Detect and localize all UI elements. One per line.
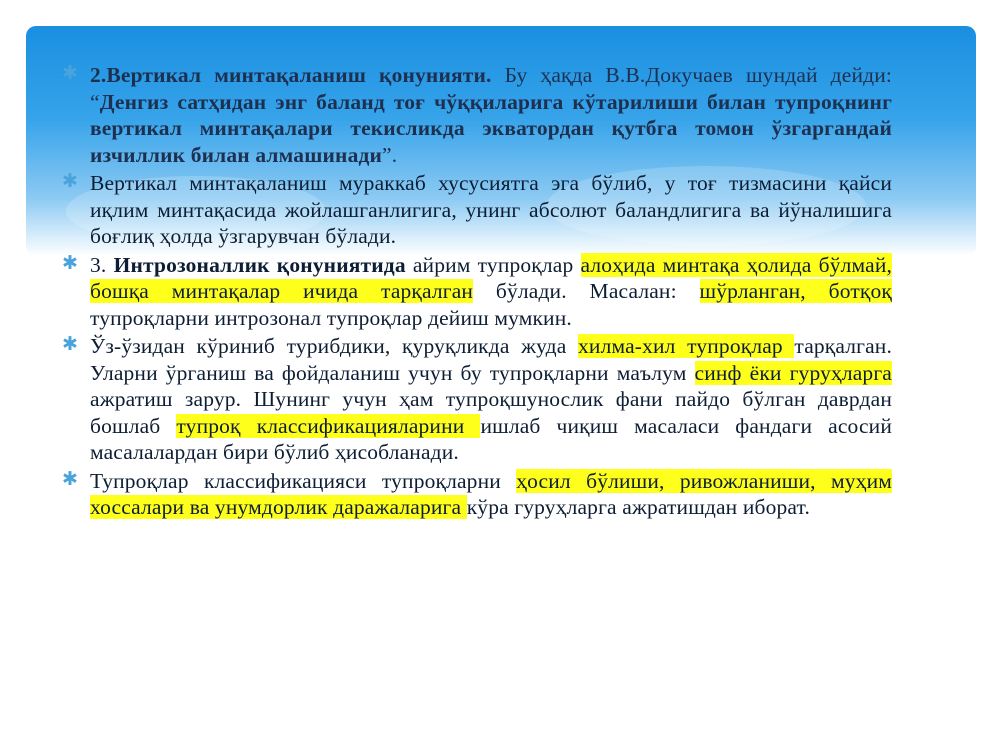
star-icon: ✱ <box>62 468 79 490</box>
star-icon: ✱ <box>62 334 79 355</box>
text-normal: тупроқларни интрозонал тупроқлар дейиш мумкин. <box>90 305 572 330</box>
star-icon: ✱ <box>62 252 79 274</box>
text-normal: кўра гуруҳларга ажратишдан иборат. <box>466 495 810 519</box>
star-icon: ✱ <box>62 171 79 192</box>
star-icon: ✱ <box>62 63 79 84</box>
text-bold: 2.Вертикал минтақаланиш қонунияти. <box>90 63 492 87</box>
text-highlight: синф ёки гуруҳларга <box>694 360 892 385</box>
text-bold: Интрозоналлик қонуниятида <box>113 252 406 277</box>
text-highlight: тупроқ классификацияларини <box>176 413 481 438</box>
text-normal: Вертикал минтақаланиш мураккаб хусусиятга эга бўлиб, у тоғ тизмасини қайси иқлим минтақасида жойлашганлигига, унинг абсолют баландлигига ва йўналишига боғлиқ ҳолда ўзгарувчан бўлади. <box>90 171 892 248</box>
text-normal: Ўз-ўзидан кўриниб турибдики, қуруқликда жуда <box>90 334 579 358</box>
bullet-item <box>62 62 892 168</box>
text-normal: Бу ҳақда В.В.Докучаев шундай дейди: “ <box>90 63 892 114</box>
slide-content <box>62 62 892 523</box>
text-highlight: ҳосил бўлиши, ривожланиши, муҳим хоссалари ва унумдорлик даражаларига <box>90 468 892 519</box>
text-normal: айрим тупроқлар <box>405 252 581 277</box>
bullet-item <box>62 170 892 250</box>
text-normal: 3. <box>90 252 114 277</box>
text-highlight: алоҳида минтақа ҳолида бўлмай, бошқа минтақалар ичида тарқалган <box>90 252 892 303</box>
text-normal: ”. <box>382 142 398 167</box>
bullet-item <box>62 333 892 466</box>
text-bold: Денгиз сатҳидан энг баланд тоғ чўққиларига кўтарилиши билан тупроқнинг вертикал минтақалари текисликда экватордан қутбга томон ўзгаргандай изчиллик билан алмашинади <box>90 89 892 167</box>
text-normal: тарқалган. Уларни ўрганиш ва фойдаланиш учун бу тупроқларни маълум <box>90 334 892 385</box>
text-highlight: шўрланган, ботқоқ <box>699 279 892 303</box>
text-highlight: хилма-хил тупроқлар <box>578 334 795 358</box>
text-normal: ишлаб чиқиш масаласи фандаги асосий масалалардан бири бўлиб ҳисобланади. <box>90 413 892 464</box>
bullet-item <box>62 252 892 332</box>
text-normal: ажратиш зарур. Шунинг учун ҳам тупроқшунослик фани пайдо бўлган даврдан бошлаб <box>90 387 892 438</box>
bullet-item <box>62 468 892 521</box>
text-normal: Тупроқлар классификацияси тупроқларни <box>90 468 517 493</box>
text-normal: бўлади. Масалан: <box>473 279 700 303</box>
